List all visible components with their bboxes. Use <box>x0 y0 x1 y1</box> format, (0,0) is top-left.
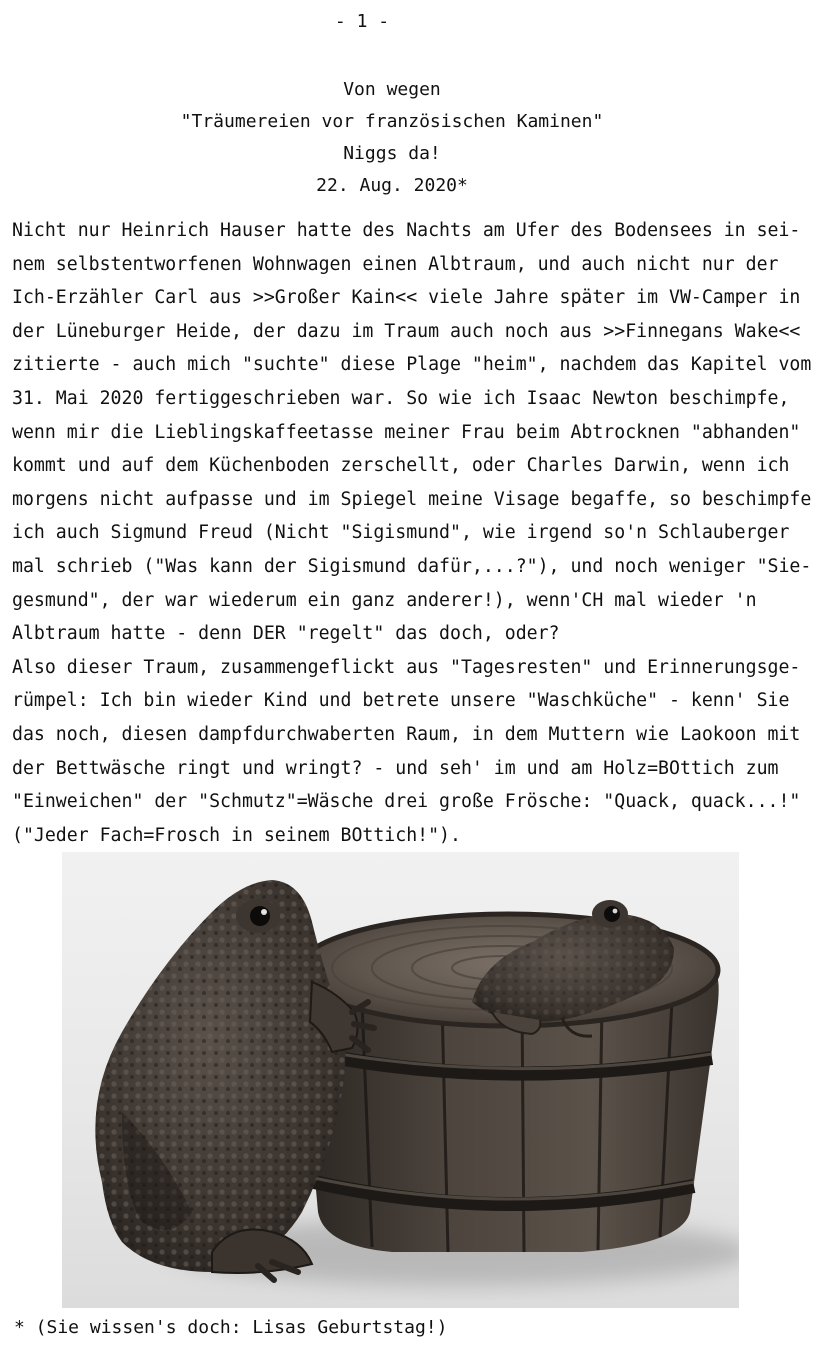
title-line: Niggs da! <box>343 143 441 164</box>
text-line: ("Jeder Fach=Frosch in seinem BOttich!"). <box>12 824 461 846</box>
page-number: - 1 - <box>334 11 390 32</box>
text-line: ich auch Sigmund Freud (Nicht "Sigismund", wie irgend so'n Schlauberger <box>12 522 790 544</box>
text-line: das noch, diesen dampfdurchwaberten Raum, in dem Muttern wie Laokoon mit <box>12 723 801 745</box>
body-text <box>12 214 820 852</box>
text-line: gesmund", der war wiederum ein ganz anderer!), wenn'CH mal wieder 'n <box>12 589 757 611</box>
title-line: "Träumereien vor französischen Kaminen" <box>180 111 604 132</box>
title-block <box>0 74 784 202</box>
text-line: der Lüneburger Heide, der dazu im Traum auch noch aus >>Finnegans Wake<< <box>12 320 801 342</box>
text-line: Albtraum hatte - denn DER "regelt" das doch, oder? <box>12 623 560 645</box>
text-line: der Bettwäsche ringt und wringt? - und seh' im und am Holz=BOttich zum <box>12 757 779 779</box>
text-line: nem selbstentworfenen Wohnwagen einen Albtraum, und auch nicht nur der <box>12 253 779 275</box>
text-line: Ich-Erzähler Carl aus >>Großer Kain<< viele Jahre später im VW-Camper in <box>12 287 801 309</box>
text-line: kommt und auf dem Küchenboden zerschellt, oder Charles Darwin, wenn ich <box>12 455 790 477</box>
frog-tub-figurine-icon <box>62 852 739 1308</box>
text-line: wenn mir die Lieblingskaffeetasse meiner Frau beim Abtrocknen "abhanden" <box>12 421 801 443</box>
text-line: Also dieser Traum, zusammengeflickt aus "Tagesresten" und Erinnerungsge- <box>12 656 801 678</box>
text-line: rümpel: Ich bin wieder Kind und betrete unsere "Waschküche" - kenn' Sie <box>12 690 790 712</box>
text-line: morgens nicht aufpasse und im Spiegel meine Visage begaffe, so beschimpfe <box>12 488 812 510</box>
text-line: Nicht nur Heinrich Hauser hatte des Nachts am Ufer des Bodensees in sei- <box>12 220 801 241</box>
text-line: 31. Mai 2020 fertiggeschrieben war. So wie ich Isaac Newton beschimpfe, <box>12 387 790 409</box>
footnote: * (Sie wissen's doch: Lisas Geburtstag!) <box>14 1317 448 1338</box>
frog-tub-photo <box>62 852 739 1308</box>
title-line: Von wegen <box>343 79 441 100</box>
title-date: 22. Aug. 2020* <box>316 175 468 196</box>
text-line: zitierte - auch mich "suchte" diese Plage "heim", nachdem das Kapitel vom <box>12 354 812 376</box>
text-line: "Einweichen" der "Schmutz"=Wäsche drei große Frösche: "Quack, quack...!" <box>12 791 801 813</box>
text-line: mal schrieb ("Was kann der Sigismund dafür,...?"), und noch weniger "Sie- <box>12 555 812 577</box>
